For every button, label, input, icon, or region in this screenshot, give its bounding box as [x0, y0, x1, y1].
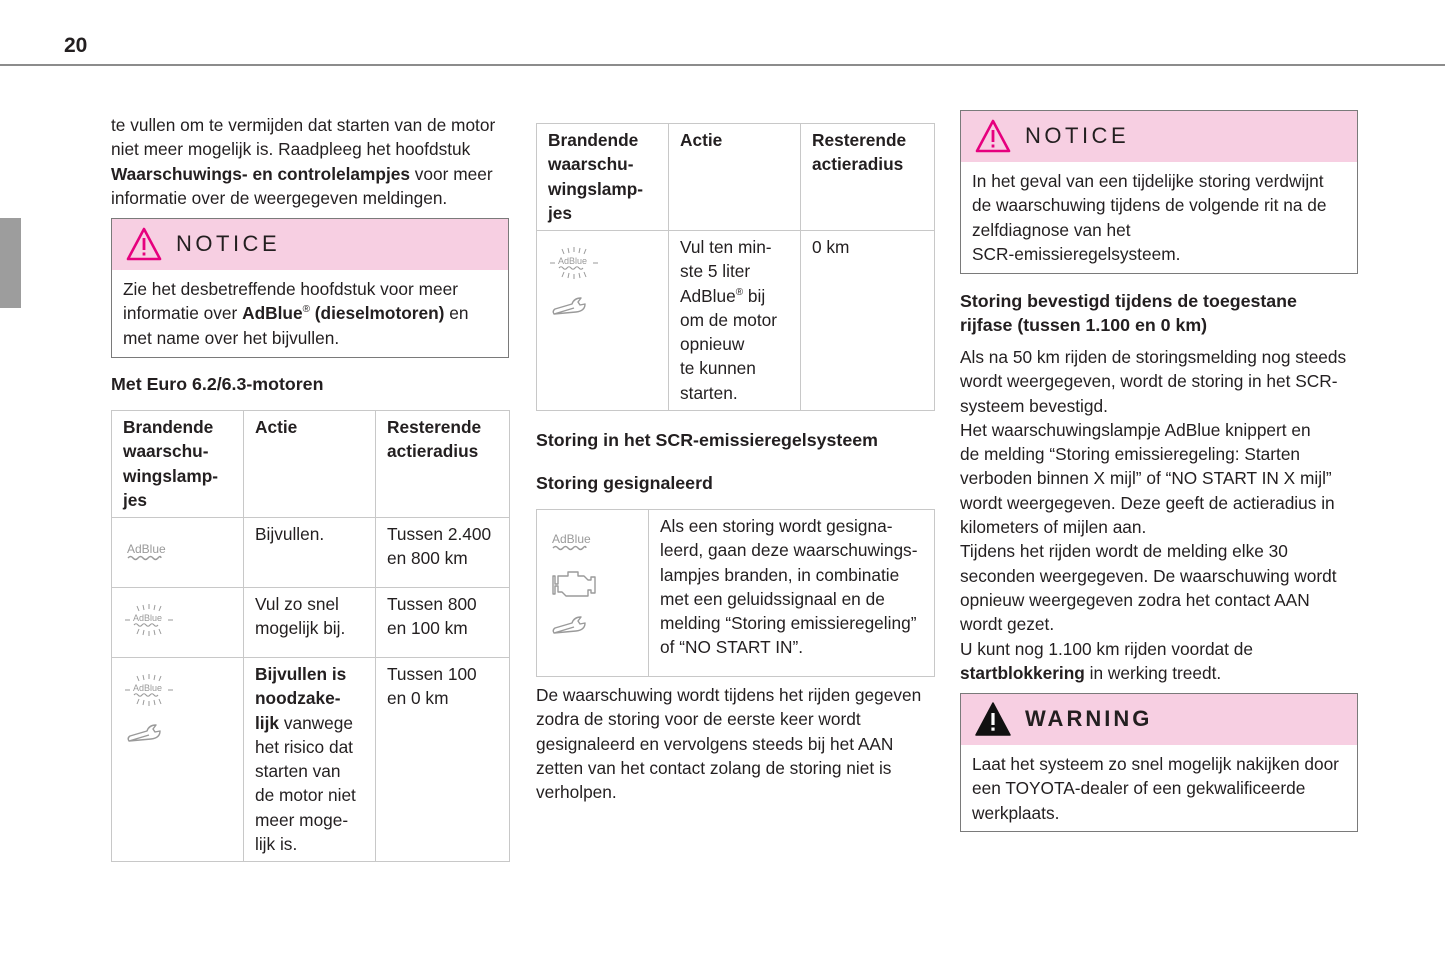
refill-table	[536, 123, 935, 411]
warning-body: Laat het systeem zo snel mogelijk nakijken door een TOYOTA-dealer of een gekwalificeerde werkplaats.	[972, 754, 1339, 823]
range-cell: Tussen 800 en 100 km	[376, 588, 510, 658]
notice-box	[960, 110, 1358, 274]
adblue-icon	[548, 528, 608, 562]
header-lamps: Brandende waarschu- wingslamp- jes	[112, 411, 244, 518]
table-header-row	[537, 124, 935, 231]
adblue-icon	[123, 538, 183, 578]
lamp-cell	[112, 658, 244, 862]
table-row	[112, 658, 510, 862]
lamp-cell	[537, 510, 649, 677]
header-divider	[0, 64, 1445, 66]
euro-table	[111, 410, 510, 862]
adblue-flashing-icon	[123, 674, 183, 714]
section-title-scr: Storing in het SCR-emissieregelsysteem	[536, 430, 878, 450]
intro-paragraph: te vullen om te vermijden dat starten van de motor niet meer mogelijk is. Raadpleeg het hoofdstuk Waarschuwings- en controlelampjes voor meer informatie over de weergegeven meldingen.	[111, 115, 496, 208]
page-number: 20	[64, 34, 88, 57]
table-row	[112, 518, 510, 588]
header-action: Actie	[669, 124, 801, 231]
adblue-flashing-icon	[123, 604, 183, 644]
header-lamps: Brandende waarschu- wingslamp- jes	[537, 124, 669, 231]
svg-text:AdBlue: AdBlue	[127, 542, 166, 556]
warning-triangle-icon	[974, 701, 1012, 737]
notice-body: Zie het desbetreffende hoofdstuk voor meer informatie over AdBlue® (dieselmotoren) en met name over het bijvullen.	[123, 279, 469, 348]
notice-header	[112, 219, 508, 270]
action-cell: Vul zo snel mogelijk bij.	[244, 588, 376, 658]
lamp-cell	[112, 518, 244, 588]
wrench-icon	[548, 612, 608, 642]
chapter-tab	[0, 218, 21, 308]
warning-triangle-icon	[125, 226, 163, 262]
engine-icon	[548, 566, 608, 606]
fault-paragraph: De waarschuwing wordt tijdens het rijden gegeven zodra de storing voor de eerste keer wordt gesignaleerd en vervolgens steeds bij het AAN zetten van het contact zolang de storing niet is verholpen.	[536, 685, 922, 803]
table-row	[537, 510, 935, 677]
adblue-flashing-icon	[548, 247, 608, 287]
warning-triangle-icon	[974, 118, 1012, 154]
header-range: Resterende actieradius	[801, 124, 935, 231]
section-title-euro: Met Euro 6.2/6.3-motoren	[111, 374, 324, 394]
table-row	[537, 231, 935, 411]
warning-box	[960, 693, 1358, 832]
notice-header	[961, 111, 1357, 162]
notice-box	[111, 218, 509, 358]
wrench-icon	[123, 720, 183, 750]
svg-text:AdBlue: AdBlue	[552, 532, 591, 546]
notice-body: In het geval van een tijdelijke storing verdwijnt de waarschuwing tijdens de volgende rit na de zelfdiagnose van het SCR-emissieregelsysteem.	[972, 171, 1327, 264]
wrench-icon	[548, 293, 608, 323]
notice-title: NOTICE	[1025, 123, 1130, 148]
range-cell: 0 km	[801, 231, 935, 411]
warning-header	[961, 694, 1357, 745]
fault-table	[536, 509, 935, 677]
fault-text-cell: Als een storing wordt gesigna- leerd, gaan deze waarschuwings- lampjes branden, in combinatie met een geluidssignaal en de melding “Storing emissieregeling” of “NO START IN”.	[649, 510, 935, 677]
header-range: Resterende actieradius	[376, 411, 510, 518]
notice-title: NOTICE	[176, 231, 281, 256]
range-cell: Tussen 2.400 en 800 km	[376, 518, 510, 588]
table-header-row	[112, 411, 510, 518]
section-title-confirmed: Storing bevestigd tijdens de toegestane rijfase (tussen 1.100 en 0 km)	[960, 291, 1297, 336]
svg-text:AdBlue: AdBlue	[133, 613, 163, 623]
confirmed-paragraph: Als na 50 km rijden de storingsmelding nog steeds wordt weergegeven, wordt de storing in het SCR- systeem bevestigd. Het waarschuwingslampje AdBlue knippert en de melding “Storing emissieregeling: Starten verboden binnen X mijl” of “NO START IN X mijl” wordt weergegeven. Deze geeft de actieradius in kilometers of mijlen aan. Tijdens het rijden wordt de melding elke 30 seconden weergegeven. De waarschuwing wordt opnieuw weergegeven zodra het contact AAN wordt gezet. U kunt nog 1.100 km rijden voordat de startblokkering in werking treedt.	[960, 347, 1347, 683]
header-action: Actie	[244, 411, 376, 518]
svg-text:AdBlue: AdBlue	[133, 683, 163, 693]
action-cell: Vul ten min- ste 5 liter AdBlue® bij om de motor opnieuw te kunnen starten.	[669, 231, 801, 411]
action-cell: Bijvullen.	[244, 518, 376, 588]
warning-title: WARNING	[1025, 706, 1153, 731]
subsection-title-fault: Storing gesignaleerd	[536, 473, 713, 493]
lamp-cell	[112, 588, 244, 658]
table-row	[112, 588, 510, 658]
action-cell: Bijvullen is noodzake- lijk vanwege het risico dat starten van de motor niet meer moge- lijk is.	[244, 658, 376, 862]
range-cell: Tussen 100 en 0 km	[376, 658, 510, 862]
svg-text:AdBlue: AdBlue	[558, 256, 588, 266]
lamp-cell	[537, 231, 669, 411]
